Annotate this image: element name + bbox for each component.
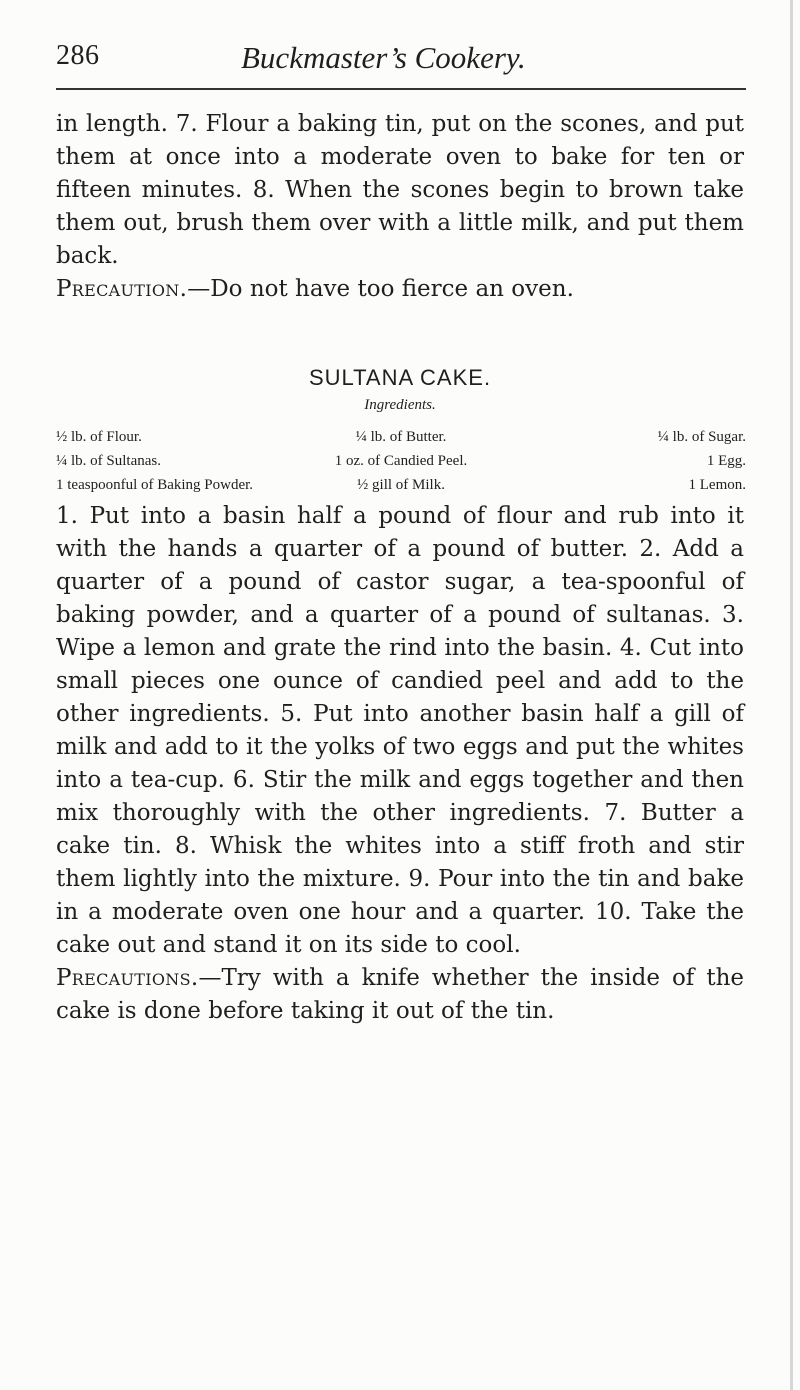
ingredient-item: 1 oz. of Candied Peel. (334, 453, 468, 469)
ingredient-item: ¼ lb. of Butter. (355, 429, 447, 445)
recipe-paragraph: 1. Put into a basin half a pound of flour and rub into it with the hands a quarter of a pound of butter. 2. Add a quarter of a pound of castor sugar, a tea-spoonful of baking powder, and a quarter of a pound of sultanas. 3. Wipe a lemon and grate the rind into the basin. 4. Cut into small pieces one ounce of candied peel and add to the other ingredients. 5. Put into another basin half a gill of milk and add to it the yolks of two eggs and put the whites into a tea-cup. 6. Stir the milk and eggs together and then mix thoroughly with the other ingredients. 7. Butter a cake tin. 8. Whisk the whites into a stiff froth and stir them lightly into the mixture. 9. Pour into the tin and bake in a moderate oven one hour and a quarter. 10. Take the cake out and stand it on its side to cool. (56, 503, 744, 958)
ingredient-item: ½ gill of Milk. (357, 477, 445, 493)
intro-precaution (56, 273, 744, 306)
precautions-text: —Try with a knife whether the inside of the cake is done before taking it out of the tin. (56, 965, 744, 1024)
page-header (56, 38, 746, 90)
ingredient-item: 1 Egg. (706, 453, 746, 469)
section-title: SULTANA CAKE. (308, 365, 492, 390)
ingredient-item: ½ lb. of Flour. (56, 429, 142, 445)
intro-text (56, 108, 744, 306)
ingredients-row (56, 425, 746, 449)
ingredient-item: 1 Lemon. (688, 477, 746, 493)
intro-paragraph: in length. 7. Flour a baking tin, put on the scones, and put them at once into a moderate oven to bake for ten or fifteen minutes. 8. When the scones begin to brown take them out, brush them over with a little milk, and put them back. (56, 111, 744, 269)
page-edge-shadow (790, 0, 793, 1390)
precaution-label: Precaution. (56, 276, 188, 302)
ingredient-item: ¼ lb. of Sultanas. (56, 453, 161, 469)
recipe-text (56, 500, 744, 1028)
precautions-label: Precautions. (56, 965, 199, 991)
recipe-precautions (56, 962, 744, 1028)
ingredients-row (56, 449, 746, 473)
page-number: 286 (56, 40, 100, 71)
ingredient-item: ¼ lb. of Sugar. (657, 429, 746, 445)
precaution-text: —Do not have too fierce an oven. (187, 276, 574, 302)
ingredients-list (56, 425, 746, 497)
ingredients-row (56, 473, 746, 497)
ingredient-item: 1 teaspoonful of Baking Powder. (56, 477, 254, 493)
running-title: Buckmaster’s Cookery. (241, 40, 526, 75)
ingredients-heading: Ingredients. (364, 397, 436, 413)
